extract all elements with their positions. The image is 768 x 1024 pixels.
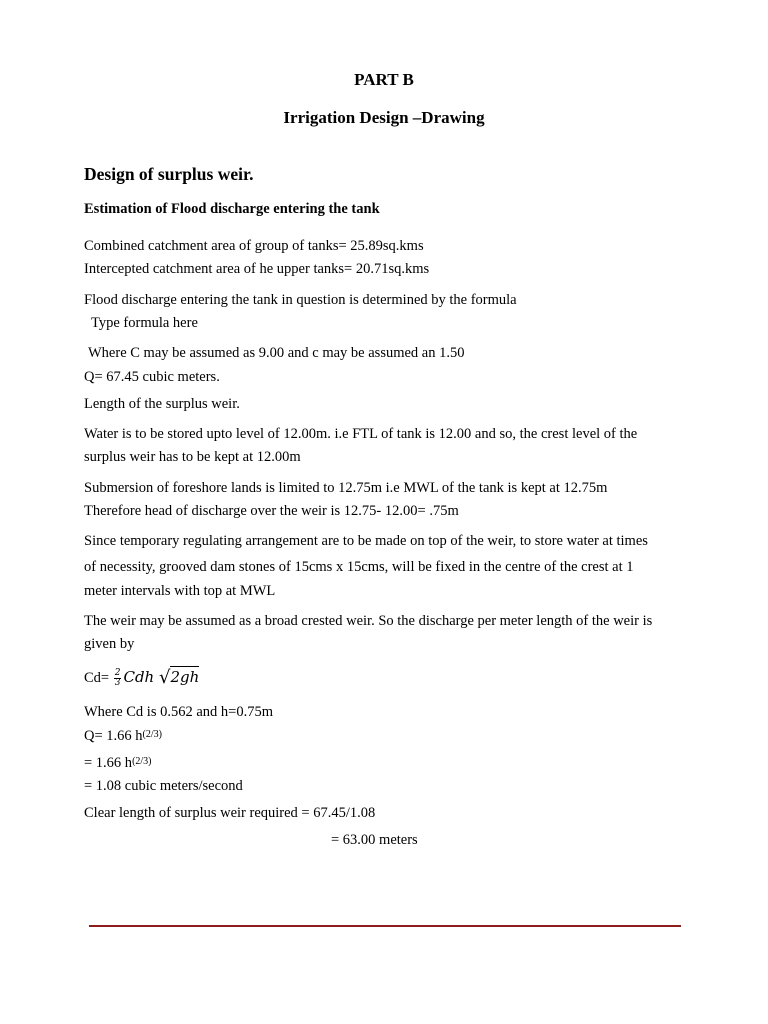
clear-length-result: = 63.00 meters [331,832,418,848]
flood-formula-intro: Flood discharge entering the tank in question is determined by the formula [84,292,517,308]
intercepted-area-line: Intercepted catchment area of he upper tanks= 20.71sq.kms [84,261,430,277]
q-equation-2-text: = 1.66 h [84,755,133,771]
cd-prefix: Cd= [84,670,110,686]
weir-assumed-line-1: The weir may be assumed as a broad crested weir. So the discharge per meter length of the weir is [84,613,653,629]
fraction-denominator: 3 [114,677,121,688]
square-root-symbol: √ [159,667,171,688]
radicand-gh: gh [180,668,200,686]
weir-assumed-line-2: given by [84,636,135,652]
water-stored-line-1: Water is to be stored upto level of 12.00m. i.e FTL of tank is 12.00 and so, the crest level of the [84,426,638,442]
page-subtitle: Irrigation Design –Drawing [283,108,485,127]
exponent-2: (2/3) [132,756,152,767]
fraction-numerator: 2 [114,667,121,678]
footer-rule [89,925,681,927]
section-heading: Design of surplus weir. [84,164,254,184]
temporary-line-3: meter intervals with top at MWL [84,583,276,599]
radicand [170,666,199,686]
two-thirds-fraction [114,669,122,688]
cd-formula-line [84,668,199,688]
temporary-line-1: Since temporary regulating arrangement are to be made on top of the weir, to store water at times [84,533,648,549]
combined-area-line: Combined catchment area of group of tanks= 25.89sq.kms [84,238,424,254]
subsection-heading: Estimation of Flood discharge entering the tank [84,201,380,217]
length-heading: Length of the surplus weir. [84,396,240,412]
q-value-line: Q= 67.45 cubic meters. [84,369,220,385]
formula-placeholder: Type formula here [91,315,198,331]
cd-formula [113,668,200,686]
q-equation-line-2 [84,754,152,774]
radicand-two: 2 [170,668,181,686]
temporary-line-2: of necessity, grooved dam stones of 15cms x 15cms, will be fixed in the centre of the crest at 1 [84,559,634,575]
formula-term: Cdh [123,668,155,686]
clear-length-line: Clear length of surplus weir required = 67.45/1.08 [84,805,376,821]
submersion-line-2: Therefore head of discharge over the weir is 12.75- 12.00= .75m [84,503,459,519]
where-cd-line: Where Cd is 0.562 and h=0.75m [84,704,273,720]
exponent-1: (2/3) [142,729,162,740]
discharge-result-line: = 1.08 cubic meters/second [84,778,243,794]
where-c-line: Where C may be assumed as 9.00 and c may be assumed an 1.50 [88,345,465,361]
part-title: PART B [354,70,414,89]
water-stored-line-2: surplus weir has to be kept at 12.00m [84,449,301,465]
q-equation-1-text: Q= 1.66 h [84,728,143,744]
submersion-line-1: Submersion of foreshore lands is limited to 12.75m i.e MWL of the tank is kept at 12.75m [84,480,608,496]
q-equation-line-1 [84,727,162,747]
